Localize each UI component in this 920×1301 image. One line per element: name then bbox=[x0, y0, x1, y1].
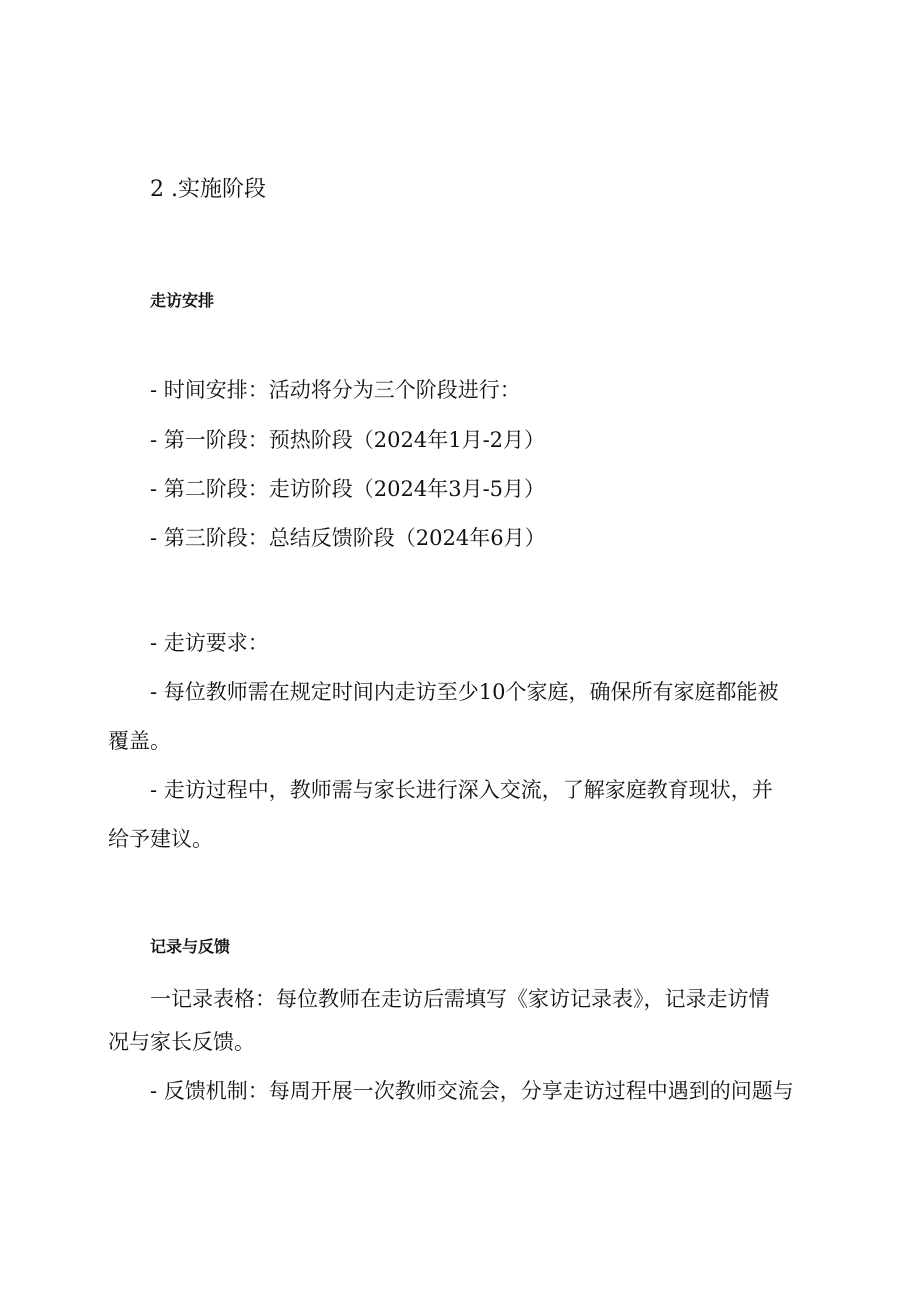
schedule-phase-3: - 第三阶段：总结反馈阶段（2024年6月） bbox=[150, 526, 546, 550]
record-item-1-line-2: 况与家长反馈。 bbox=[108, 1030, 255, 1054]
schedule-intro: - 时间安排：活动将分为三个阶段进行： bbox=[150, 378, 521, 402]
schedule-phase-2: - 第二阶段：走访阶段（2024年3月-5月） bbox=[150, 477, 546, 501]
visit-arrangement-heading: 走访安排 bbox=[150, 291, 215, 310]
requirements-intro: - 走访要求： bbox=[150, 631, 269, 655]
record-item-1-line-1: 一记录表格：每位教师在走访后需填写《家访记录表》，记录走访情 bbox=[150, 987, 770, 1011]
record-item-2-line-1: - 反馈机制：每周开展一次教师交流会，分享走访过程中遇到的问题与 bbox=[150, 1079, 794, 1103]
schedule-phase-1: - 第一阶段：预热阶段（2024年1月-2月） bbox=[150, 428, 546, 452]
requirement-1-line-1: - 每位教师需在规定时间内走访至少10个家庭，确保所有家庭都能被 bbox=[150, 680, 779, 704]
record-feedback-heading: 记录与反馈 bbox=[150, 937, 231, 956]
requirement-2-line-1: - 走访过程中，教师需与家长进行深入交流，了解家庭教育现状，并 bbox=[150, 778, 773, 802]
section-title: 2 .实施阶段 bbox=[150, 177, 266, 202]
requirement-1-line-2: 覆盖。 bbox=[108, 729, 171, 753]
requirement-2-line-2: 给予建议。 bbox=[108, 827, 213, 851]
